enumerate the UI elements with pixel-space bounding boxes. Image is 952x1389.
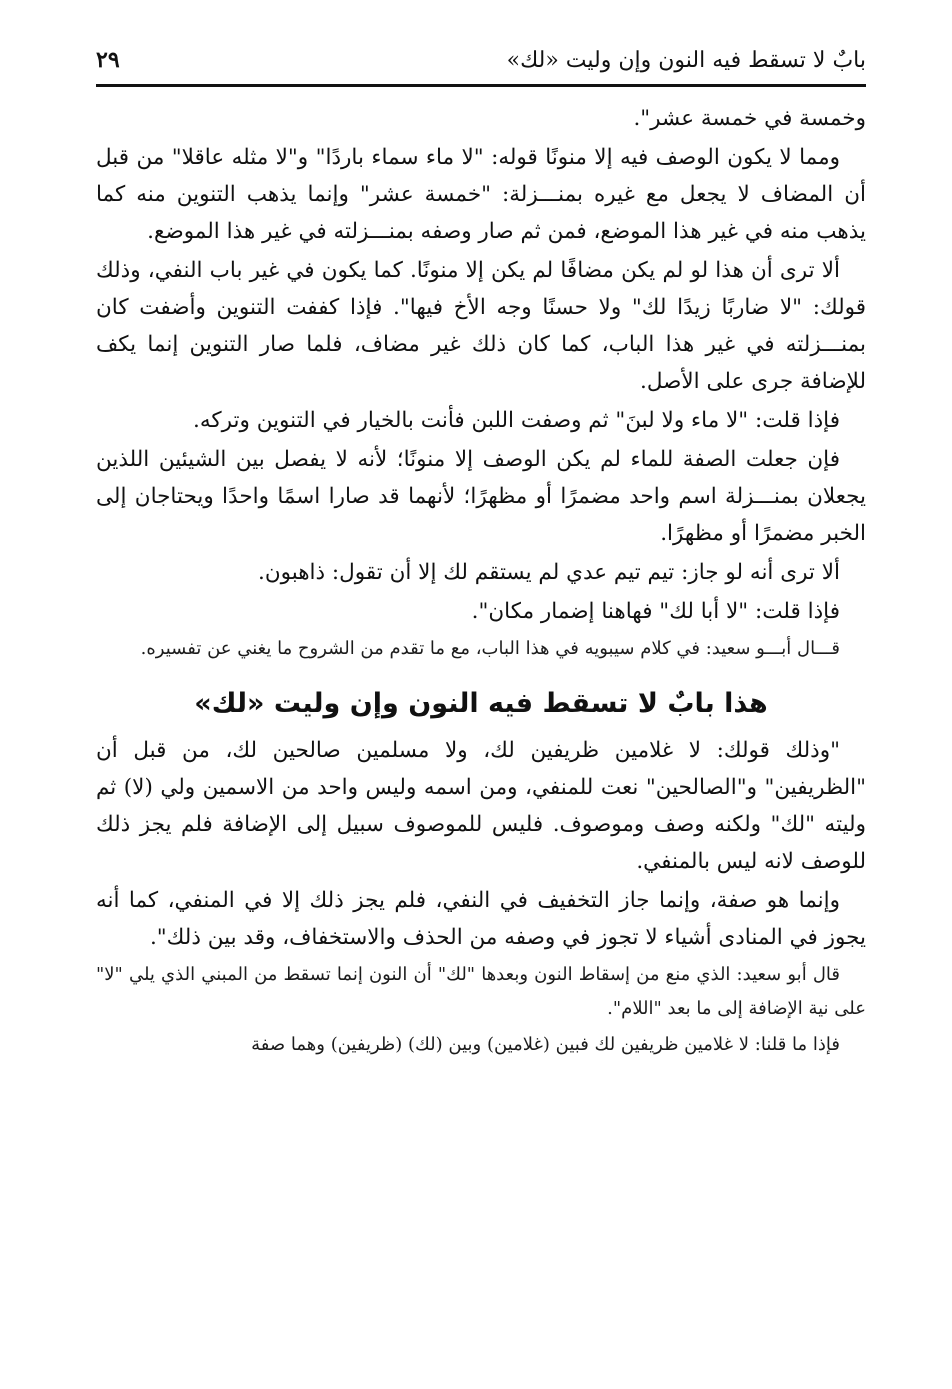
page-content bbox=[96, 100, 866, 1062]
commentary-paragraph: قال أبو سعيد: الذي منع من إسقاط النون وبعدها "لك" أن النون إنما تسقط من المبني الذي يلي "لا" على نية الإضافة إلى ما بعد "اللام". bbox=[96, 964, 866, 1019]
page-header bbox=[96, 36, 866, 87]
paragraph: ألا ترى أن هذا لو لم يكن مضافًا لم يكن إلا منونًا. كما يكون في غير باب النفي، وذلك قولك: "لا ضاربًا زيدًا لك" ولا حسنًا وجه الأخ فيها". فإذا كففت التنوين وأضفت كان بمنـــزلته في غير هذا الباب، كما كان ذلك غير مضاف، فلما صار التنوين إنما يكف للإضافة جرى على الأصل. bbox=[96, 258, 866, 394]
paragraph: ألا ترى أنه لو جاز: تيم تيم عدي لم يستقم لك إلا أن تقول: ذاهبون. bbox=[257, 560, 840, 585]
paragraph: وخمسة في خمسة عشر". bbox=[633, 106, 866, 131]
paragraph: وإنما هو صفة، وإنما جاز التخفيف في النفي، فلم يجز ذلك إلا في المنفي، كما أنه يجوز في المنادى أشياء لا تجوز في وصفه من الحذف والاستخفاف، وقد بين ذلك". bbox=[96, 888, 866, 950]
running-title: بابٌ لا تسقط فيه النون وإن وليت «لك» bbox=[506, 47, 866, 73]
paragraph: "وذلك قولك: لا غلامين ظريفين لك، ولا مسلمين صالحين لك، من قبل أن "الظريفين" و"الصالحين" نعت للمنفي، ومن اسمه وليس واحد من الاسمين ولي (لا) ثم وليته "لك" ولكنه وصف وموصوف. فليس للموصوف سبيل إلى الإضافة فلم يجز ذلك للوصف لانه ليس بالمنفي. bbox=[96, 738, 866, 874]
paragraph: فإذا قلت: "لا أبا لك" فهاهنا إضمار مكان". bbox=[471, 599, 840, 624]
book-page bbox=[96, 0, 866, 1389]
paragraph: ومما لا يكون الوصف فيه إلا منونًا قوله: "لا ماء سماء باردًا" و"لا مثله عاقلا" من قبل أن المضاف لا يجعل مع غيره بمنـــزلة: "خمسة عشر" وإنما يذهب التنوين منه كما يذهب منه في غير هذا الموضع، فمن ثم صار وصفه بمنـــزلته في غير هذا الموضع. bbox=[96, 145, 866, 244]
commentary-paragraph: قـــال أبـــو سعيد: في كلام سيبويه في هذا الباب، مع ما تقدم من الشروح ما يغني عن تفسيره. bbox=[140, 638, 840, 659]
paragraph: فإن جعلت الصفة للماء لم يكن الوصف إلا منونًا؛ لأنه لا يفصل بين الشيئين اللذين يجعلان بمنـــزلة اسم واحد مضمرًا أو مظهرًا؛ لأنهما قد صارا اسمًا واحدًا ويحتاجان إلى الخبر مضمرًا أو مظهرًا. bbox=[96, 447, 866, 546]
page-number: ٢٩ bbox=[96, 47, 120, 73]
commentary-paragraph: فإذا ما قلنا: لا غلامين ظريفين لك فبين (غلامين) وبين (لك) (ظريفين) وهما صفة bbox=[251, 1034, 840, 1055]
section-heading: هذا بابٌ لا تسقط فيه النون وإن وليت «لك» bbox=[194, 688, 768, 719]
paragraph: فإذا قلت: "لا ماء ولا لبنَ" ثم وصفت اللبن فأنت بالخيار في التنوين وتركه. bbox=[193, 408, 840, 433]
